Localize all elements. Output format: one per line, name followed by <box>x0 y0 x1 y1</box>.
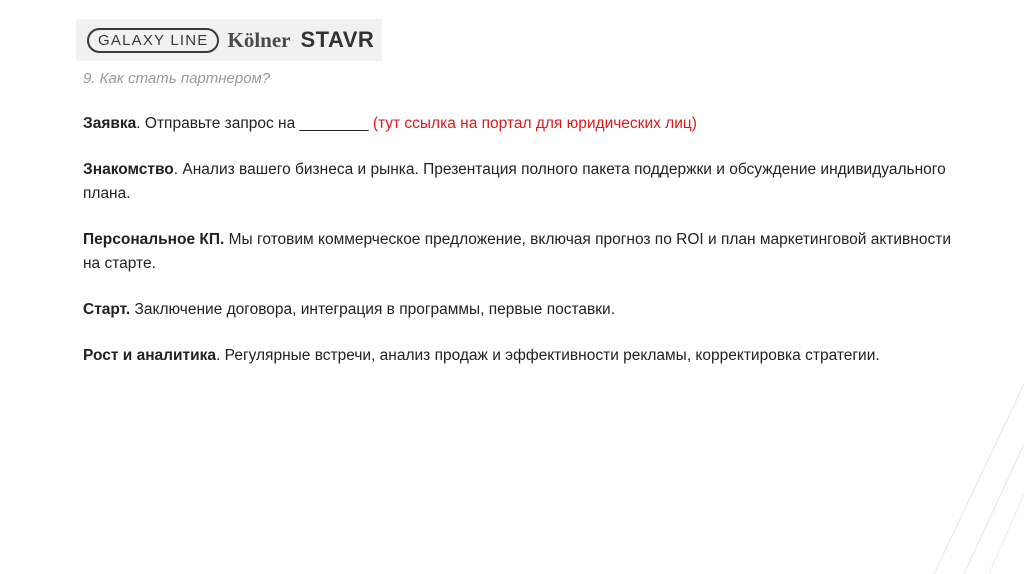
step-separator: . <box>216 347 221 364</box>
section-heading: 9. Как стать партнером? <box>83 70 271 87</box>
step-growth-analytics <box>83 344 963 368</box>
brand-logo-bar <box>76 19 382 61</box>
step-start <box>83 298 963 322</box>
step-title: Знакомство <box>83 161 174 178</box>
corner-decoration <box>894 384 1024 574</box>
step-title: Старт. <box>83 301 131 318</box>
step-personal-offer <box>83 228 963 276</box>
step-application <box>83 112 963 136</box>
slide-content <box>83 68 963 390</box>
galaxy-line-logo: GALAXY LINE <box>87 28 219 53</box>
portal-link-note: (тут ссылка на портал для юридических лиц) <box>372 115 697 132</box>
kolner-logo: Kölner <box>227 27 291 52</box>
step-title: Заявка <box>83 115 137 132</box>
stavr-logo: STAVR <box>300 27 375 52</box>
step-title: Персональное КП. <box>83 231 225 248</box>
step-title: Рост и аналитика <box>83 347 217 364</box>
step-text: Мы готовим коммерческое предложение, включая прогноз по ROI и план маркетинговой активности на старте. <box>83 231 951 272</box>
step-separator: . <box>173 161 179 178</box>
step-text: Отправьте запрос на ________ <box>140 115 373 132</box>
step-separator: . <box>136 115 141 132</box>
step-text: Анализ вашего бизнеса и рынка. Презентация полного пакета поддержки и обсуждение индивидуального плана. <box>83 161 946 202</box>
step-text: Заключение договора, интеграция в программы, первые поставки. <box>130 301 616 318</box>
step-introduction <box>83 158 963 206</box>
step-text: Регулярные встречи, анализ продаж и эффективности рекламы, корректировка стратегии. <box>220 347 880 364</box>
